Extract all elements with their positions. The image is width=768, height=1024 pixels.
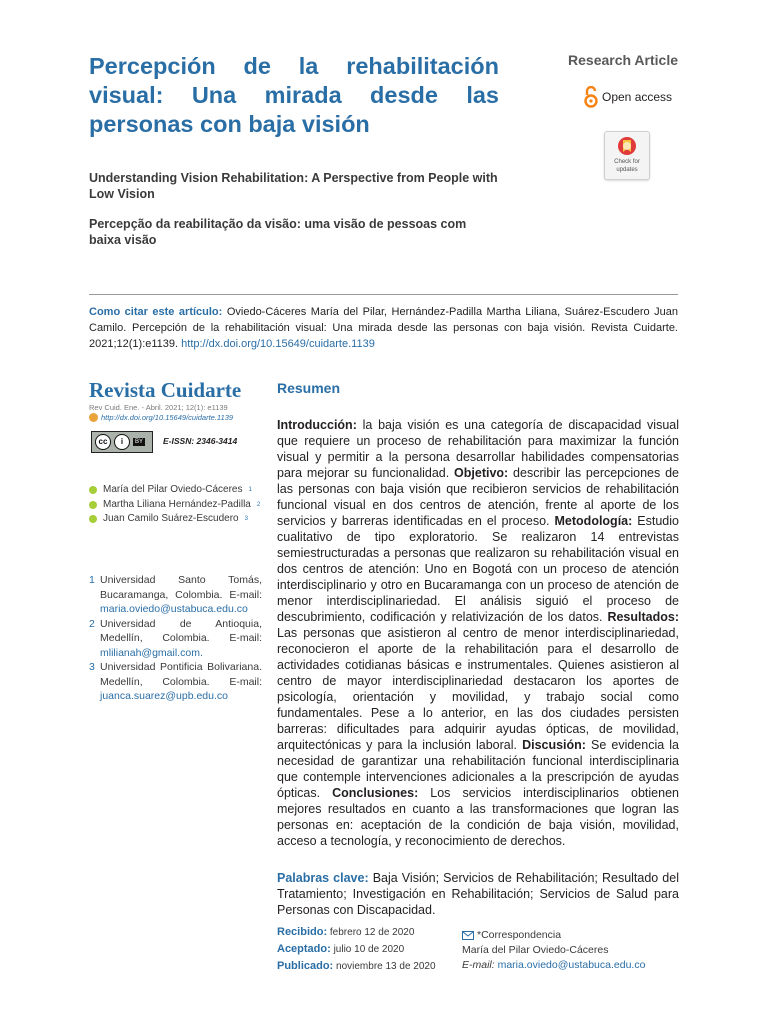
affiliation-number: 2: [89, 617, 95, 630]
affiliation-number: 1: [89, 574, 95, 586]
affiliation-item: [89, 660, 262, 704]
author-item[interactable]: [89, 483, 260, 498]
citation-doi-link[interactable]: http://dx.doi.org/10.15649/cuidarte.1139: [181, 338, 375, 350]
date-row: [277, 941, 436, 958]
doi-icon: [89, 413, 98, 422]
citation-label: Como citar este artículo:: [89, 306, 223, 318]
orcid-icon[interactable]: [89, 501, 97, 509]
affiliation-item: [89, 573, 262, 617]
affiliation-text: Universidad Pontificia Bolivariana. Medellín, Colombia. E-mail:: [100, 661, 262, 688]
affiliation-text: Universidad de Antioquia, Medellín, Colombia. E-mail:: [100, 617, 262, 644]
title-portuguese: Percepção da reabilitação da visão: uma visão de pessoas com baixa visão: [89, 217, 467, 247]
conclusions-text: Los servicios interdisciplinarios obtienen mejores resultados en cuanto a las transformaciones que logran las personas en: aceptación de la condición de baja visión, movilidad, acceso a tecnología, y reconocimiento de derechos.: [277, 786, 679, 848]
check-updates-line2: updates: [616, 167, 638, 173]
journal-doi[interactable]: [89, 413, 233, 422]
affiliation-email[interactable]: maria.oviedo@ustabuca.edu.co: [100, 603, 248, 615]
affiliation-list: [89, 573, 262, 704]
objective-label: Objetivo:: [454, 466, 509, 480]
envelope-icon: [462, 931, 474, 940]
open-access-badge[interactable]: [584, 86, 672, 108]
correspondence-header: [462, 928, 645, 943]
cc-icon: cc: [95, 434, 111, 450]
author-name: Juan Camilo Suárez-Escudero: [103, 513, 239, 524]
open-access-lock-icon: [584, 86, 598, 108]
citation-text: Oviedo-Cáceres María del Pilar, Hernández-Padilla Martha Liliana, Suárez-Escudero Juan Camilo. Percepción de la rehabilitación visual: Una mirada desde las personas con baja visión. Revista Cuidarte. 2021;12(1):e1139.: [89, 306, 678, 350]
abstract-heading: Resumen: [277, 380, 341, 396]
journal-meta: Rev Cuid. Ene. - Abril. 2021; 12(1): e1139: [89, 403, 228, 412]
open-access-label: Open access: [602, 90, 673, 104]
author-list: [89, 483, 260, 527]
correspondence-email[interactable]: maria.oviedo@ustabuca.edu.co: [497, 959, 646, 971]
date-value: julio 10 de 2020: [333, 944, 405, 955]
affiliation-email[interactable]: juanca.suarez@upb.edu.co: [100, 690, 228, 702]
check-updates-line1: Check for: [614, 159, 640, 165]
cc-by-license-icon[interactable]: [91, 431, 153, 453]
correspondence-email-label: E-mail:: [462, 959, 495, 971]
methods-text: Estudio cualitativo de tipo exploratorio. Se realizaron 14 entrevistas semiestructuradas a personas que realizaron su rehabilitación visual en dos centros de atención: Uno en Bogotá con un proceso de atención interdisciplinario y otro en Bucaramanga con un proceso de atención de menor interdisciplinariedad. El análisis siguió el proceso de descubrimiento, codificación y relativización de los datos.: [277, 514, 679, 624]
keywords-block: [277, 870, 679, 918]
divider: [89, 294, 678, 295]
orcid-icon[interactable]: [89, 486, 97, 494]
title-english: Understanding Vision Rehabilitation: A Perspective from People with Low Vision: [89, 171, 498, 201]
date-row: [277, 924, 436, 941]
date-label: Aceptado:: [277, 943, 331, 955]
by-label: BY: [135, 439, 144, 445]
affiliation-email[interactable]: mlilianah@gmail.com.: [100, 646, 203, 659]
author-name: Martha Liliana Hernández-Padilla: [103, 498, 251, 510]
article-title: Percepción de la rehabilitación visual: Una mirada desde las personas con baja visión: [89, 53, 499, 137]
author-item[interactable]: [89, 498, 260, 513]
citation-block: [89, 304, 678, 352]
author-name: María del Pilar Oviedo-Cáceres: [103, 484, 243, 495]
author-affiliation-number: 1: [248, 487, 252, 493]
date-row: [277, 958, 436, 975]
intro-label: Introducción:: [277, 418, 357, 432]
affiliation-number: 3: [89, 661, 95, 673]
date-value: febrero 12 de 2020: [329, 927, 415, 938]
correspondence-name: María del Pilar Oviedo-Cáceres: [462, 944, 609, 956]
eissn: E-ISSN: 2346-3414: [163, 436, 238, 446]
methods-label: Metodología:: [554, 514, 633, 528]
orcid-icon[interactable]: [89, 515, 97, 523]
correspondence-block: [462, 928, 645, 973]
author-item[interactable]: [89, 512, 260, 527]
results-text: Las personas que asistieron al centro de menor interdisciplinariedad, reconocieron el aporte de la rehabilitación para el desarrollo de actividades cotidianas básicas e instrumentales. Quienes asistieron al centro de mayor interdisciplinariedad destacaron los aportes de psicología, orientación y movilidad, y trabajo social como fundamentales. Pese a lo anterior, en las dos ciudades persisten barreras: dificultades para adquirir ayudas ópticas, de movilidad, arquitectónicas y para la inclusión laboral.: [277, 626, 679, 752]
intro-text: la baja visión es una categoría de discapacidad visual que requiere un proceso de rehabilitación para maximizar la función visual y permitir a la persona desarrollar habilidades compensatorias para mejorar su funcionalidad.: [277, 418, 679, 480]
abstract-body: [277, 417, 679, 849]
author-affiliation-number: 3: [244, 516, 248, 522]
journal-doi-link[interactable]: http://dx.doi.org/10.15649/cuidarte.1139: [101, 413, 234, 422]
objective-text: describir las percepciones de las personas con baja visión que recibieron servicios de rehabilitación funcional visual en dos centros de atención, frente al aporte de los servicios y barreras identificadas en el proceso.: [277, 466, 679, 528]
results-label: Resultados:: [607, 610, 679, 624]
correspondence-email-row: [462, 958, 645, 973]
keywords-label: Palabras clave:: [277, 871, 369, 885]
date-value: noviembre 13 de 2020: [336, 961, 436, 972]
discussion-label: Discusión:: [522, 738, 586, 752]
journal-name: Revista Cuidarte: [89, 378, 242, 402]
conclusions-label: Conclusiones:: [332, 786, 419, 800]
check-for-updates-button[interactable]: [604, 131, 650, 180]
check-updates-icon: [617, 136, 637, 158]
article-type-label: Research Article: [568, 52, 678, 68]
discussion-text: Se evidencia la necesidad de garantizar una rehabilitación funcional interdisciplinaria que contemple intervenciones adicionales a la prescripción de ayudas ópticas.: [277, 738, 679, 800]
affiliation-text: Universidad Santo Tomás, Bucaramanga, Colombia. E-mail:: [100, 574, 262, 601]
correspondence-label: *Correspondencia: [477, 929, 562, 941]
date-label: Recibido:: [277, 926, 328, 938]
attribution-icon: i: [114, 434, 130, 450]
dates-block: [277, 924, 436, 975]
author-affiliation-number: 2: [256, 501, 261, 508]
affiliation-item: [89, 617, 262, 661]
date-label: Publicado:: [277, 960, 334, 972]
keywords-text: Baja Visión; Servicios de Rehabilitación; Resultado del Tratamiento; Investigación en Rehabilitación; Servicios de Salud para Personas con Discapacidad.: [277, 871, 679, 917]
